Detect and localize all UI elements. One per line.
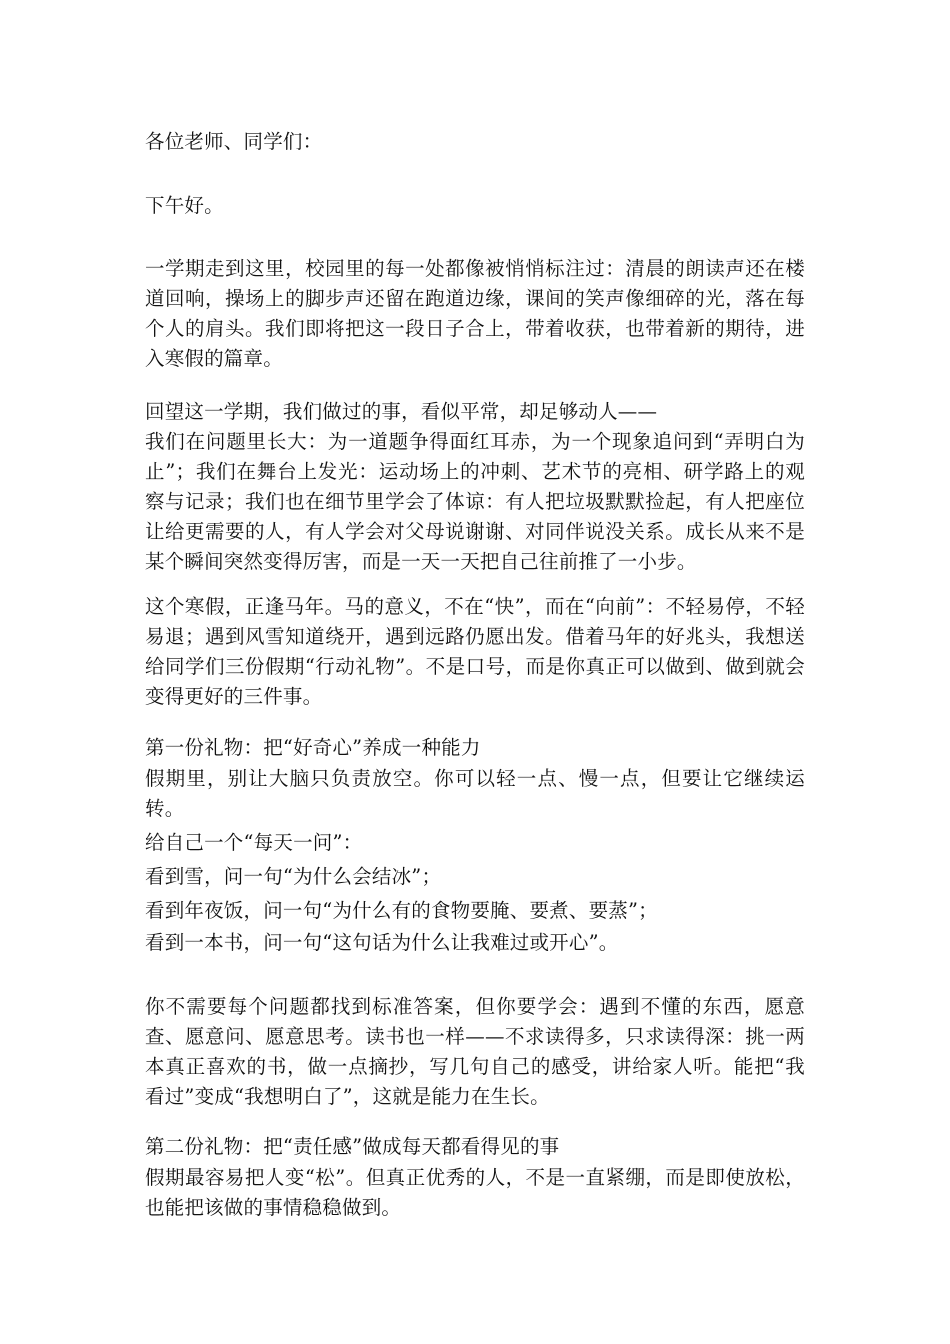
greeting: 下午好。 <box>145 194 224 217</box>
horse-year-paragraph: 这个寒假，正逢马年。马的意义，不在“快”，而在“向前”：不轻易停，不轻易退；遇到风雪知道绕开，遇到远路仍愿出发。借着马年的好兆头，我想送给同学们三份假期“行动礼物”。不是口号，而是你真正可以做到、做到就会变得更好的三件事。 <box>145 595 805 708</box>
gift1-closing-paragraph: 你不需要每个问题都找到标准答案，但你要学会：遇到不懂的东西，愿意查、愿意问、愿意思考。读书也一样——不求读得多，只求读得深：挑一两本真正喜欢的书，做一点摘抄，写几句自己的感受，讲给家人听。能把“我看过”变成“我想明白了”，这就是能力在生长。 <box>145 995 805 1108</box>
review-lead: 回望这一学期，我们做过的事，看似平常，却足够动人—— <box>145 400 658 423</box>
daily-question-item: 看到一本书，问一句“这句话为什么让我难过或开心”。 <box>145 931 619 954</box>
daily-question-lead: 给自己一个“每天一问”： <box>145 831 363 854</box>
gift2-paragraph: 假期最容易把人变“松”。但真正优秀的人，不是一直紧绷，而是即使放松，也能把该做的事情稳稳做到。 <box>145 1166 805 1219</box>
salutation: 各位老师、同学们： <box>145 130 323 153</box>
daily-question-item: 看到雪，问一句“为什么会结冰”； <box>145 865 442 888</box>
daily-question-item: 看到年夜饭，问一句“为什么有的食物要腌、要煮、要蒸”； <box>145 899 658 922</box>
review-paragraph: 我们在问题里长大：为一道题争得面红耳赤，为一个现象追问到“弄明白为止”；我们在舞台上发光：运动场上的冲刺、艺术节的亮相、研学路上的观察与记录；我们也在细节里学会了体谅：有人把垃圾默默捡起，有人把座位让给更需要的人，有人学会对父母说谢谢、对同伴说没关系。成长从来不是某个瞬间突然变得厉害，而是一天一天把自己往前推了一小步。 <box>145 430 805 573</box>
gift1-paragraph: 假期里，别让大脑只负责放空。你可以轻一点、慢一点，但要让它继续运转。 <box>145 767 805 820</box>
gift1-heading: 第一份礼物：把“好奇心”养成一种能力 <box>145 736 481 759</box>
gift2-heading: 第二份礼物：把“责任感”做成每天都看得见的事 <box>145 1135 560 1158</box>
intro-paragraph: 一学期走到这里，校园里的每一处都像被悄悄标注过：清晨的朗读声还在楼道回响，操场上的脚步声还留在跑道边缘，课间的笑声像细碎的光，落在每个人的肩头。我们即将把这一段日子合上，带着收获，也带着新的期待，进入寒假的篇章。 <box>145 257 805 370</box>
